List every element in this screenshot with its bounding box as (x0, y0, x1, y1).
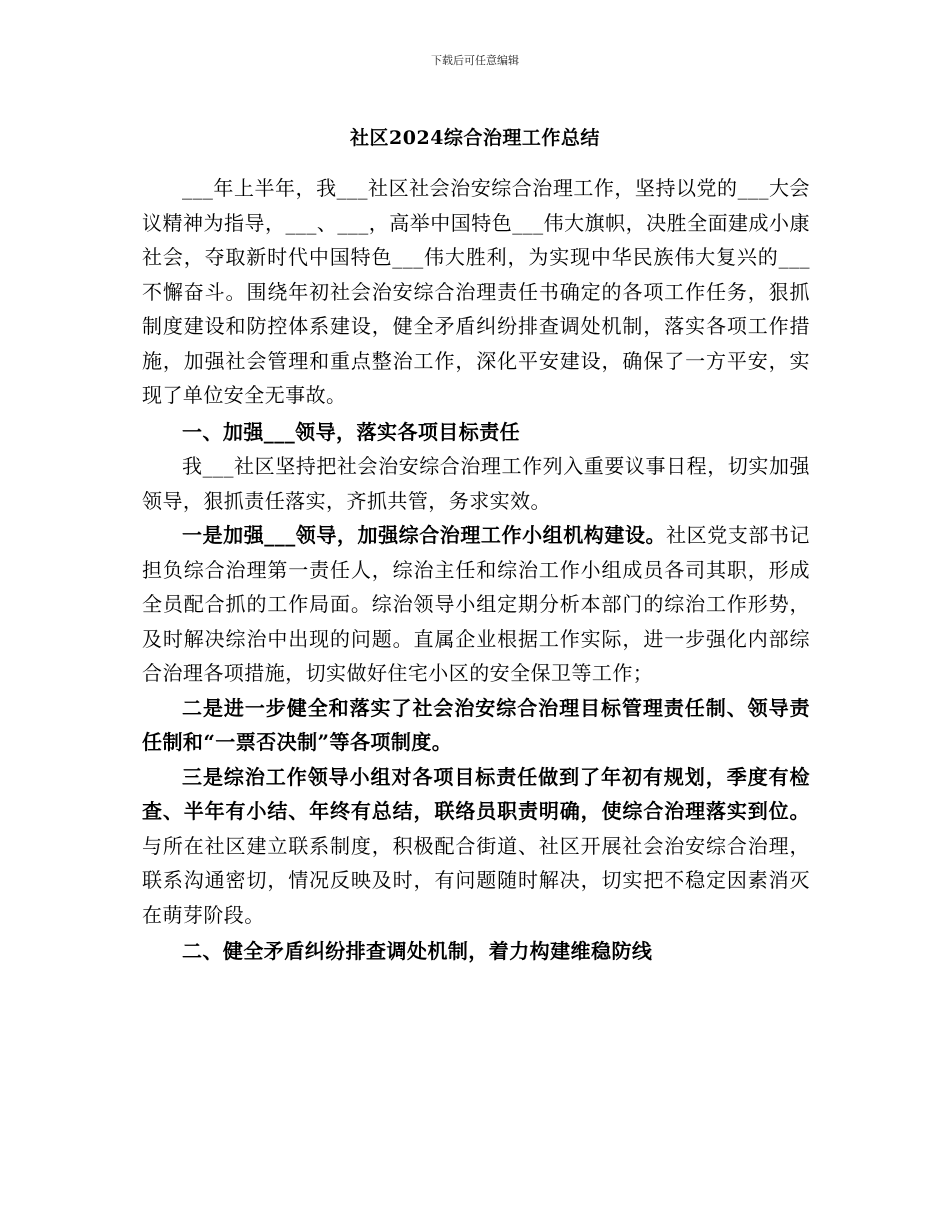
point-one-paragraph (142, 518, 810, 691)
document-title: 社区2024综合治理工作总结 (350, 127, 600, 149)
document-body (142, 171, 810, 969)
section-1-intro-paragraph: 我___社区坚持把社会治安综合治理工作列入重要议事日程，切实加强领导，狠抓责任落实，齐抓共管，务求实效。 (142, 454, 810, 513)
point-three-lead: 三是综治工作领导小组对各项目标责任做到了年初有规划，季度有检查、半年有小结、年终有总结，联络员职责明确，使综合治理落实到位。 (142, 764, 810, 823)
point-three-paragraph (142, 760, 810, 933)
header-note: 下载后可任意编辑 (431, 54, 519, 67)
point-one-text: 社区党支部书记担负综合治理第一责任人，综治主任和综治工作小组成员各司其职，形成全员配合抓的工作局面。综治领导小组定期分析本部门的综治工作形势，及时解决综治中出现的问题。直属企业根据工作实际，进一步强化内部综合治理各项措施，切实做好住宅小区的安全保卫等工作； (142, 523, 811, 685)
section-heading-2: 二、健全矛盾纠纷排查调处机制，着力构建维稳防线 (182, 939, 653, 963)
point-two-lead: 二是进一步健全和落实了社会治安综合治理目标管理责任制、领导责任制和“一票否决制”等各项制度。 (142, 695, 810, 754)
point-one-lead: 一是加强___领导，加强综合治理工作小组机构建设。 (182, 523, 667, 547)
intro-paragraph: ___年上半年，我___社区社会治安综合治理工作，坚持以党的___大会议精神为指导，___、___，高举中国特色___伟大旗帜，决胜全面建成小康社会，夺取新时代中国特色___伟大胜利，为实现中华民族伟大复兴的___不懈奋斗。围绕年初社会治安综合治理责任书确定的各项工作任务，狠抓制度建设和防控体系建设，健全矛盾纠纷排查调处机制，落实各项工作措施，加强社会管理和重点整治工作，深化平安建设，确保了一方平安，实现了单位安全无事故。 (142, 176, 810, 407)
section-heading-1: 一、加强___领导，落实各项目标责任 (182, 419, 521, 444)
point-two-paragraph (142, 691, 810, 760)
point-three-text: 与所在社区建立联系制度，积极配合街道、社区开展社会治安综合治理，联系沟通密切，情况反映及时，有问题随时解决，切实把不稳定因素消灭在萌芽阶段。 (142, 833, 810, 927)
